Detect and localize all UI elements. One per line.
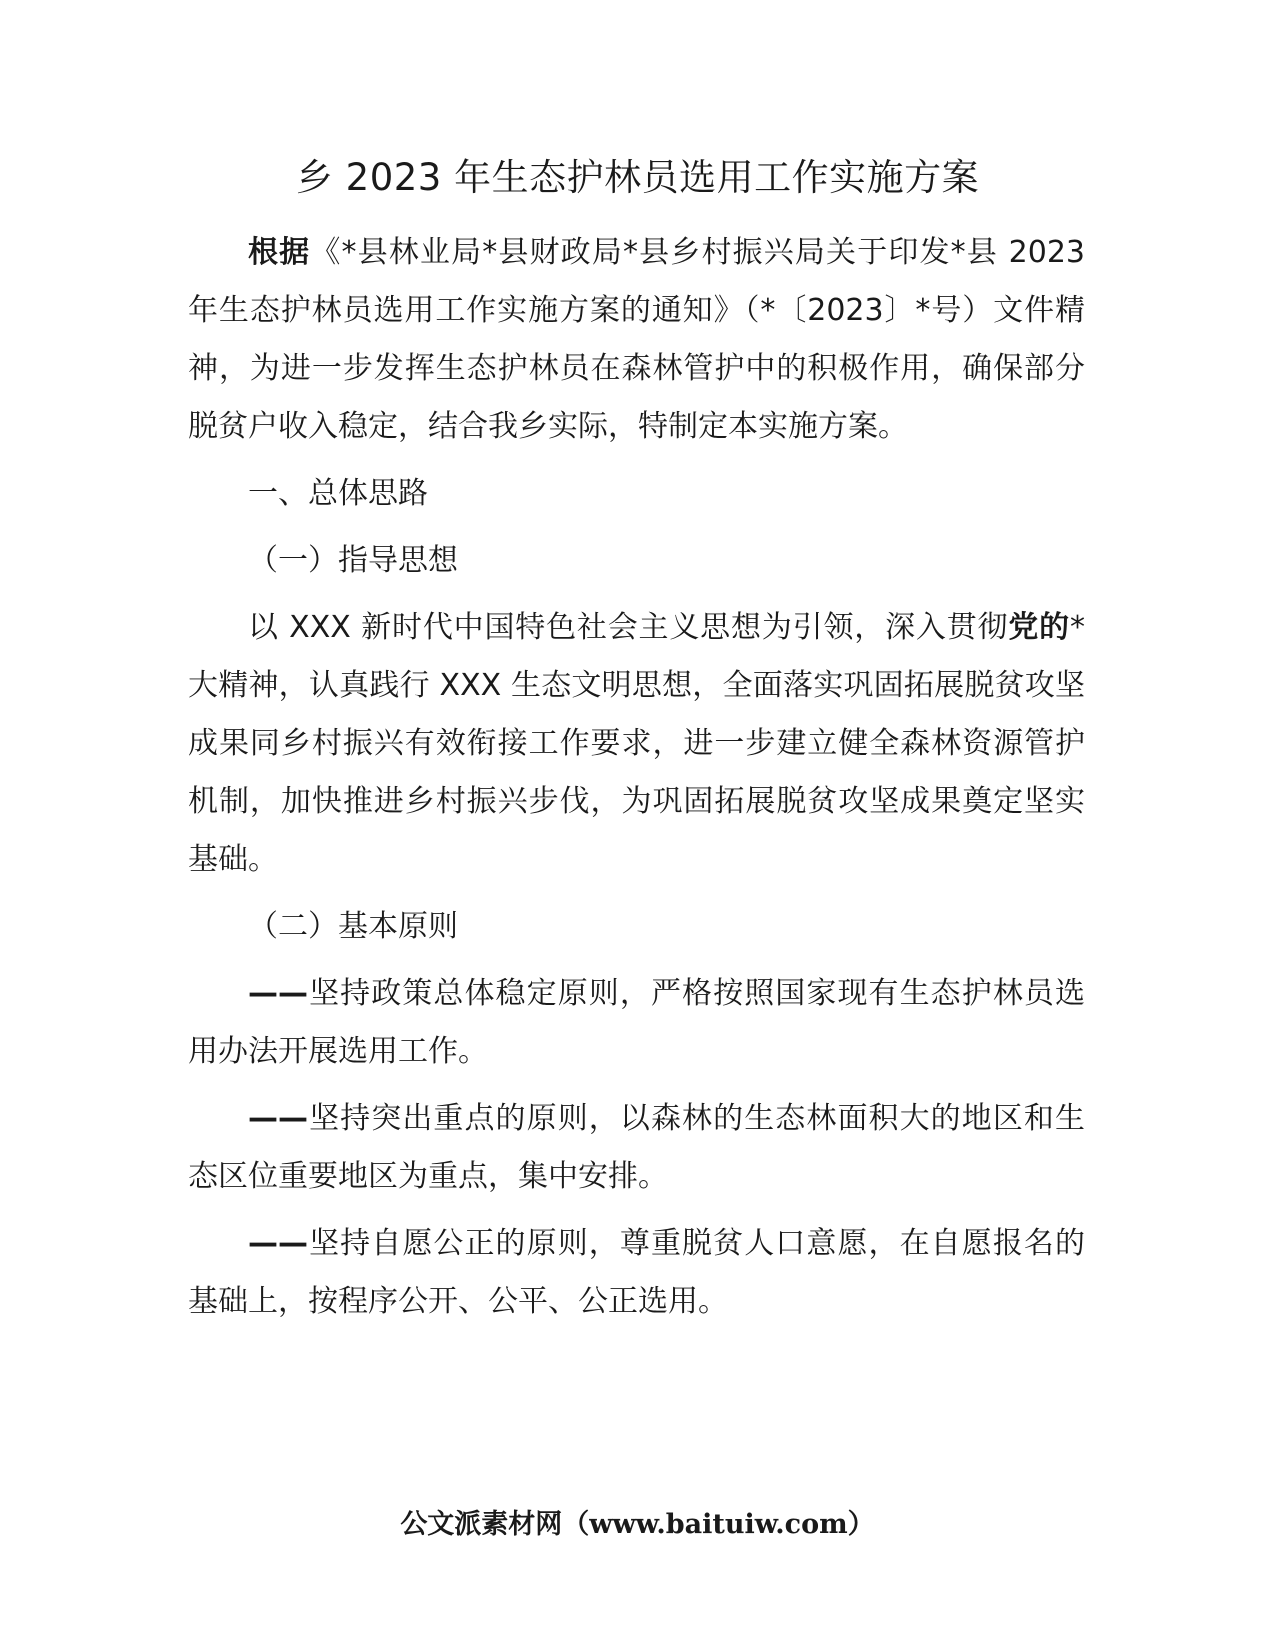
intro-lead: 根据 [248, 235, 311, 270]
subsection-heading: （一）指导思想 [248, 543, 458, 578]
document-title: 乡 2023 年生态护林员选用工作实施方案 [295, 156, 980, 199]
principle-paragraph [188, 1090, 1085, 1206]
footer-watermark: 公文派素材网（www.baituiw.com） [400, 1509, 875, 1540]
intro-text: 《*县林业局*县财政局*县乡村振兴局关于印发*县 2023 年生态护林员选用工作实施方案的通知》（*〔2023〕*号）文件精神，为进一步发挥生态护林员在森林管护中的积极作用，确保部分脱贫户收入稳定，结合我乡实际，特制定本实施方案。 [188, 235, 1086, 444]
principle-paragraph [188, 1215, 1085, 1331]
guiding-thought-bold: 党的 [1008, 610, 1070, 645]
principle-paragraph [188, 965, 1085, 1081]
principle-dash: —— [248, 1226, 308, 1261]
principle-dash: —— [248, 1101, 308, 1136]
subsection-heading: （二）基本原则 [248, 909, 458, 944]
intro-paragraph [188, 224, 1085, 456]
guiding-thought-text-end: *大精神，认真践行 XXX 生态文明思想，全面落实巩固拓展脱贫攻坚成果同乡村振兴有效衔接工作要求，进一步建立健全森林资源管护机制，加快推进乡村振兴步伐，为巩固拓展脱贫攻坚成果奠定坚实基础。 [188, 610, 1085, 877]
guiding-thought-text-start: 以 XXX 新时代中国特色社会主义思想为引领，深入贯彻 [248, 610, 1009, 645]
guiding-thought-paragraph [188, 599, 1085, 889]
principle-dash: —— [248, 976, 308, 1011]
document-body [188, 224, 1085, 1331]
section-heading: 一、总体思路 [248, 476, 428, 511]
principle-text: 坚持自愿公正的原则，尊重脱贫人口意愿，在自愿报名的基础上，按程序公开、公平、公正选用。 [188, 1226, 1085, 1319]
principle-text: 坚持政策总体稳定原则，严格按照国家现有生态护林员选用办法开展选用工作。 [188, 976, 1085, 1069]
principle-text: 坚持突出重点的原则，以森林的生态林面积大的地区和生态区位重要地区为重点，集中安排。 [188, 1101, 1085, 1194]
